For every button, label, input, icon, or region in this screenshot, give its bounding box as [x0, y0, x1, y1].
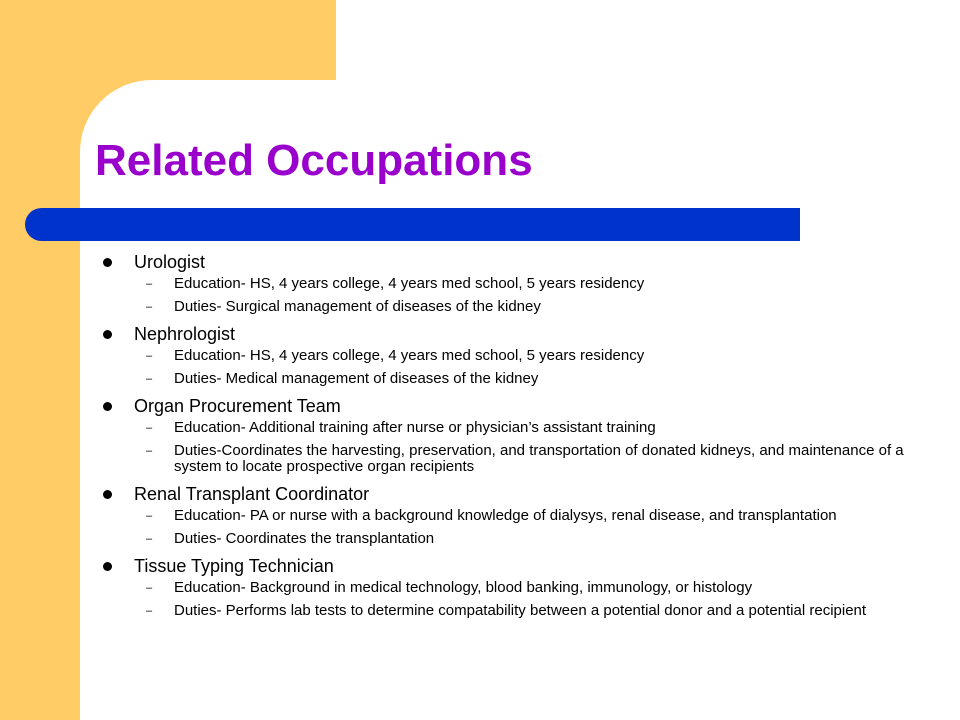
sub-item: [134, 508, 904, 524]
sub-item-text: Education- Additional training after nurse or physician’s assistant training: [174, 419, 656, 436]
list-item: [0, 322, 960, 387]
sub-item: [134, 420, 904, 436]
dash-icon: –: [146, 582, 153, 594]
sub-item-text: Education- HS, 4 years college, 4 years med school, 5 years residency: [174, 347, 645, 364]
list-item: [0, 250, 960, 315]
sub-item: [134, 371, 904, 387]
dash-icon: –: [146, 510, 153, 522]
list-item: [0, 394, 960, 475]
sub-item-text: Education- HS, 4 years college, 4 years med school, 5 years residency: [174, 275, 645, 292]
dash-icon: –: [146, 422, 153, 434]
dash-icon: –: [146, 373, 153, 385]
slide-title: Related Occupations: [95, 136, 533, 185]
occupation-label: Nephrologist: [134, 324, 236, 344]
dash-icon: –: [146, 278, 153, 290]
dash-icon: –: [146, 350, 153, 362]
occupation-label: Renal Transplant Coordinator: [134, 484, 370, 504]
bullet-icon: [103, 258, 112, 267]
occupation-label: Urologist: [134, 252, 206, 272]
sub-item-text: Duties- Surgical management of diseases of the kidney: [174, 298, 541, 315]
sub-item-text: Duties- Coordinates the transplantation: [174, 530, 435, 547]
sub-item-text: Duties- Performs lab tests to determine compatability between a potential donor and a potential recipient: [174, 602, 867, 619]
sub-item-text: Education- PA or nurse with a background knowledge of dialysys, renal disease, and transplantation: [174, 507, 837, 524]
dash-icon: –: [146, 533, 153, 545]
occupation-label: Tissue Typing Technician: [134, 556, 334, 576]
title-underline-bar: [25, 208, 800, 241]
sub-item: [134, 299, 904, 315]
dash-icon: –: [146, 301, 153, 313]
bullet-icon: [103, 402, 112, 411]
list-item: [0, 554, 960, 619]
sub-item: [134, 276, 904, 292]
bullet-list: [0, 250, 960, 626]
bullet-icon: [103, 490, 112, 499]
sub-item: [134, 348, 904, 364]
bullet-icon: [103, 330, 112, 339]
occupation-label: Organ Procurement Team: [134, 396, 341, 416]
sub-item: [134, 603, 904, 619]
sub-item-text: Duties- Medical management of diseases of the kidney: [174, 370, 539, 387]
sub-item: [134, 531, 904, 547]
list-item: [0, 482, 960, 547]
accent-top-band: [0, 0, 336, 80]
sub-item-text: Duties-Coordinates the harvesting, preservation, and transportation of donated kidneys, and maintenance of a system to locate prospective organ recipients: [174, 442, 904, 475]
dash-icon: –: [146, 445, 153, 457]
bullet-icon: [103, 562, 112, 571]
sub-item: [134, 580, 904, 596]
dash-icon: –: [146, 605, 153, 617]
sub-item: [134, 443, 904, 475]
sub-item-text: Education- Background in medical technology, blood banking, immunology, or histology: [174, 579, 753, 596]
